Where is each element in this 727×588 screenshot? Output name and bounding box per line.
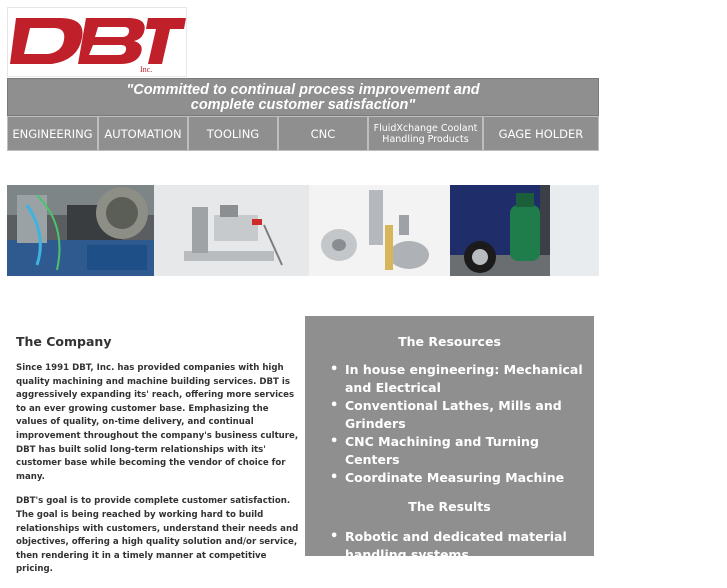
main-nav — [7, 116, 599, 151]
company-section — [16, 334, 300, 588]
photo-tooling-fixture — [154, 185, 309, 276]
tagline-line1: "Committed to continual process improvement and — [126, 82, 480, 98]
photo-coolant-system — [450, 185, 599, 276]
nav-automation[interactable]: AUTOMATION — [98, 116, 188, 151]
photo-machined-parts — [309, 185, 450, 276]
tagline-bar — [7, 78, 599, 116]
nav-tooling[interactable]: TOOLING — [188, 116, 278, 151]
tagline-line2: complete customer satisfaction" — [190, 97, 416, 113]
resources-panel — [305, 316, 594, 562]
nav-fluidxchange[interactable] — [368, 116, 483, 151]
company-logo[interactable] — [7, 7, 187, 77]
nav-fluidxchange-line1: FluidXchange Coolant — [373, 122, 478, 134]
nav-cnc[interactable]: CNC — [278, 116, 368, 151]
nav-gage-holder[interactable]: GAGE HOLDER — [483, 116, 599, 151]
company-title: The Company — [16, 334, 112, 349]
nav-fluidxchange-line2: Handling Products — [382, 133, 469, 145]
resources-item: • CNC Machining and Turning Centers — [345, 433, 588, 469]
nav-engineering[interactable]: ENGINEERING — [7, 116, 98, 151]
results-title: The Results — [408, 499, 491, 514]
resources-title: The Resources — [398, 334, 501, 349]
company-paragraph-2: DBT's goal is to provide complete customer satisfaction. The goal is being reached by working hard to build relationships with customers, understand their needs and objectives, offering a high quality solution and/or service, then rendering it in a timely manner at competitive pricing. — [16, 496, 299, 575]
resources-item: • Coordinate Measuring Machine — [345, 469, 588, 487]
resources-list — [305, 361, 594, 487]
photo-strip — [7, 185, 599, 276]
logo-inc-text: Inc. — [140, 65, 153, 74]
resources-item: • Conventional Lathes, Mills and Grinders — [345, 397, 588, 433]
resources-item: • In house engineering: Mechanical and Electrical — [345, 361, 588, 397]
photo-automation-cell — [7, 185, 154, 276]
results-item: • Robotic and dedicated material handling systems — [345, 528, 588, 564]
company-paragraph-1: Since 1991 DBT, Inc. has provided companies with high quality machining and machine building services. DBT is aggressively expanding its' reach, offering more services to an ever growing customer base. Emphasizing the values of quality, on-time delivery, and continual improvement throughout the company's business culture, DBT has built solid long-term relationships with its' customer base while becoming the vendor of choice for many. — [16, 363, 299, 482]
results-list — [305, 528, 594, 564]
